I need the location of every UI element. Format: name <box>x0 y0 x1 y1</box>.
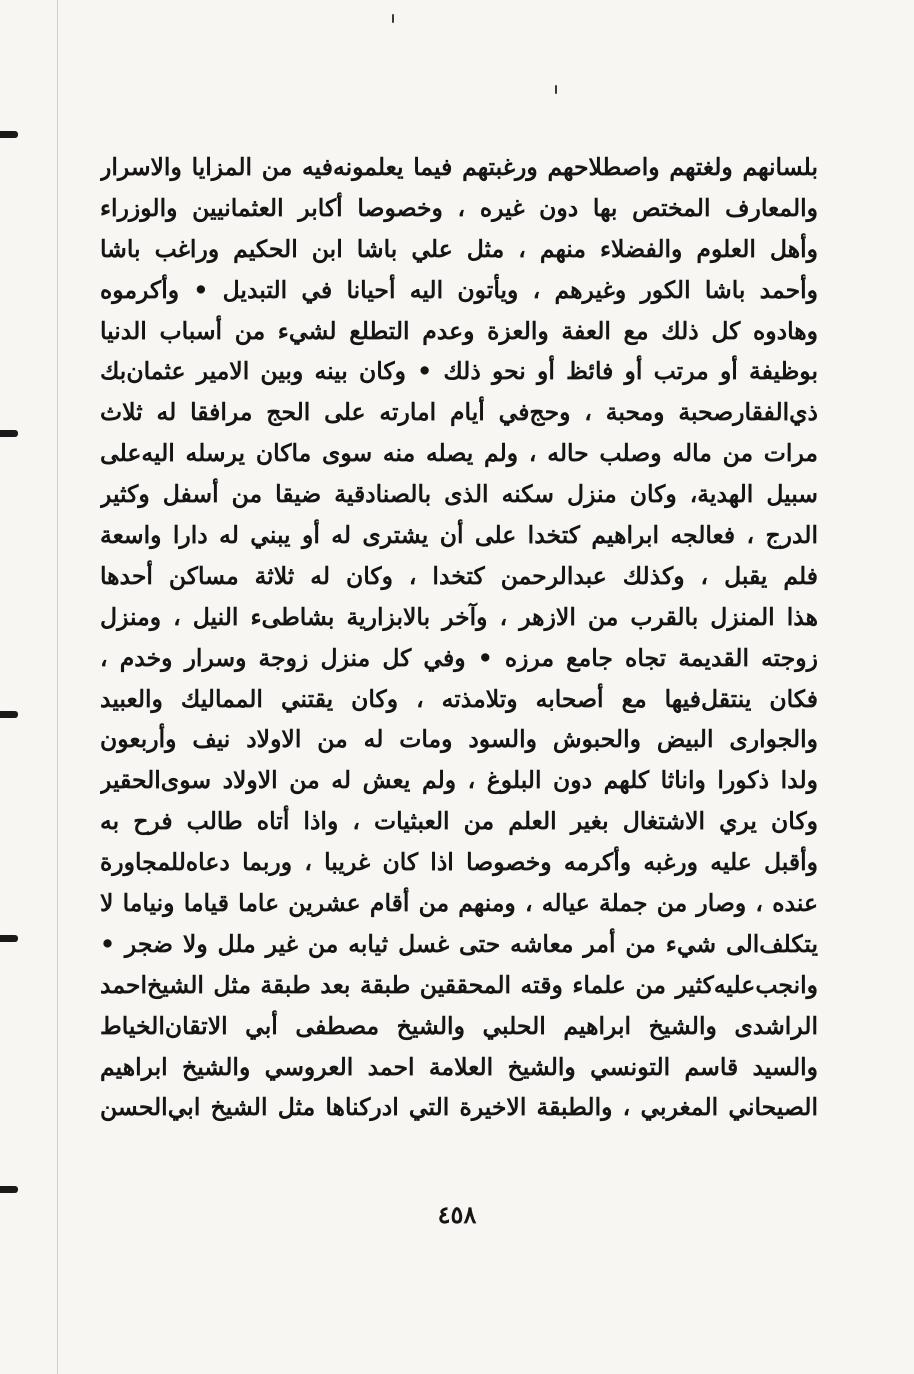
text-line: هذا المنزل بالقرب من الازهر ، وآخر بالابزارية بشاطىء النيل ، ومنزل <box>100 602 818 631</box>
binding-mark <box>0 430 18 437</box>
scan-speck <box>555 85 557 94</box>
text-line: بوظيفة أو مرتب أو فائظ أو نحو ذلك • وكان بينه وبين الامير عثمان‌بك <box>100 357 818 386</box>
text-line: وأقبل عليه ورغبه وأكرمه وخصوصا اذا كان غريبا ، وربما دعاه‌للمجاورة <box>100 848 818 877</box>
text-line: الصيحاني المغربي ، والطبقة الاخيرة التي ادركناها مثل الشيخ ابي‌الحسن <box>100 1093 818 1122</box>
text-line: زوجته القديمة تجاه جامع مرزه • وفي كل منزل زوجة وسرار وخدم ، <box>100 643 818 672</box>
text-line: الراشدى والشيخ ابراهيم الحلبي والشيخ مصطفى أبي الاتقان‌الخياط <box>100 1011 818 1040</box>
text-line: مرات من ماله وصلب حاله ، ولم يصله منه سوى ماكان يرسله اليه‌على <box>100 439 818 468</box>
text-line: وأحمد باشا الكور وغيرهم ، ويأتون اليه أحيانا في التبديل • وأكرموه <box>100 275 818 304</box>
text-line: ذي‌الفقارصحبة ومحبة ، وحج‌في أيام امارته على الحج مرافقا له ثلاث <box>100 398 818 427</box>
text-line: وكان يري الاشتغال بغير العلم من العبثيات ، واذا أتاه طالب فرح به <box>100 807 818 836</box>
text-line: والجوارى البيض والحبوش والسود ومات له من الاولاد نيف وأربعون <box>100 725 818 754</box>
text-line: بلسانهم ولغتهم واصطلاحهم ورغبتهم فيما يعلمونه‌فيه من المزايا والاسرار <box>100 153 818 181</box>
text-line: الدرج ، فعالجه ابراهيم كتخدا على أن يشترى له أو يبني له دارا واسعة <box>100 521 818 550</box>
page-fold-line <box>57 0 58 1374</box>
binding-mark <box>0 711 18 718</box>
binding-mark <box>0 1186 18 1193</box>
text-line: فكان ينتقل‌فيها مع أصحابه وتلامذته ، وكان يقتني المماليك والعبيد <box>100 684 818 713</box>
binding-mark <box>0 131 18 138</box>
text-line: وانجب‌عليه‌كثير من علماء وقته المحققين طبقة بعد طبقة مثل الشيخ‌احمد <box>100 970 818 999</box>
text-line: فلم يقبل ، وكذلك عبدالرحمن كتخدا ، وكان له ثلاثة مساكن أحدها <box>100 561 818 590</box>
text-line: ولدا ذكورا واناثا كلهم دون البلوغ ، ولم يعش له من الاولاد سوى‌الحقير <box>100 766 818 795</box>
text-line: والمعارف المختص بها دون غيره ، وخصوصا أكابر العثمانيين والوزراء <box>100 193 818 222</box>
text-line: والسيد قاسم التونسي والشيخ العلامة احمد العروسي والشيخ ابراهيم <box>100 1052 818 1081</box>
text-line: وهادوه كل ذلك مع العفة والعزة وعدم التطلع لشيء من أسباب الدنيا <box>100 316 818 345</box>
text-line: عنده ، وصار من جملة عياله ، ومنهم من أقام عشرين عاما قياما ونياما لا <box>100 889 818 918</box>
text-line: سبيل الهدية، وكان منزل سكنه الذى بالصنادقية ضيقا من أسفل وكثير <box>100 480 818 509</box>
scan-speck <box>392 14 394 23</box>
page-number: ٤٥٨ <box>437 1200 477 1229</box>
text-line: يتكلف‌الى شيء من أمر معاشه حتى غسل ثيابه من غير ملل ولا ضجر • <box>100 929 818 958</box>
text-line: وأهل العلوم والفضلاء منهم ، مثل علي باشا ابن الحكيم وراغب باشا <box>100 234 818 263</box>
body-text <box>100 147 818 1128</box>
binding-mark <box>0 935 18 942</box>
